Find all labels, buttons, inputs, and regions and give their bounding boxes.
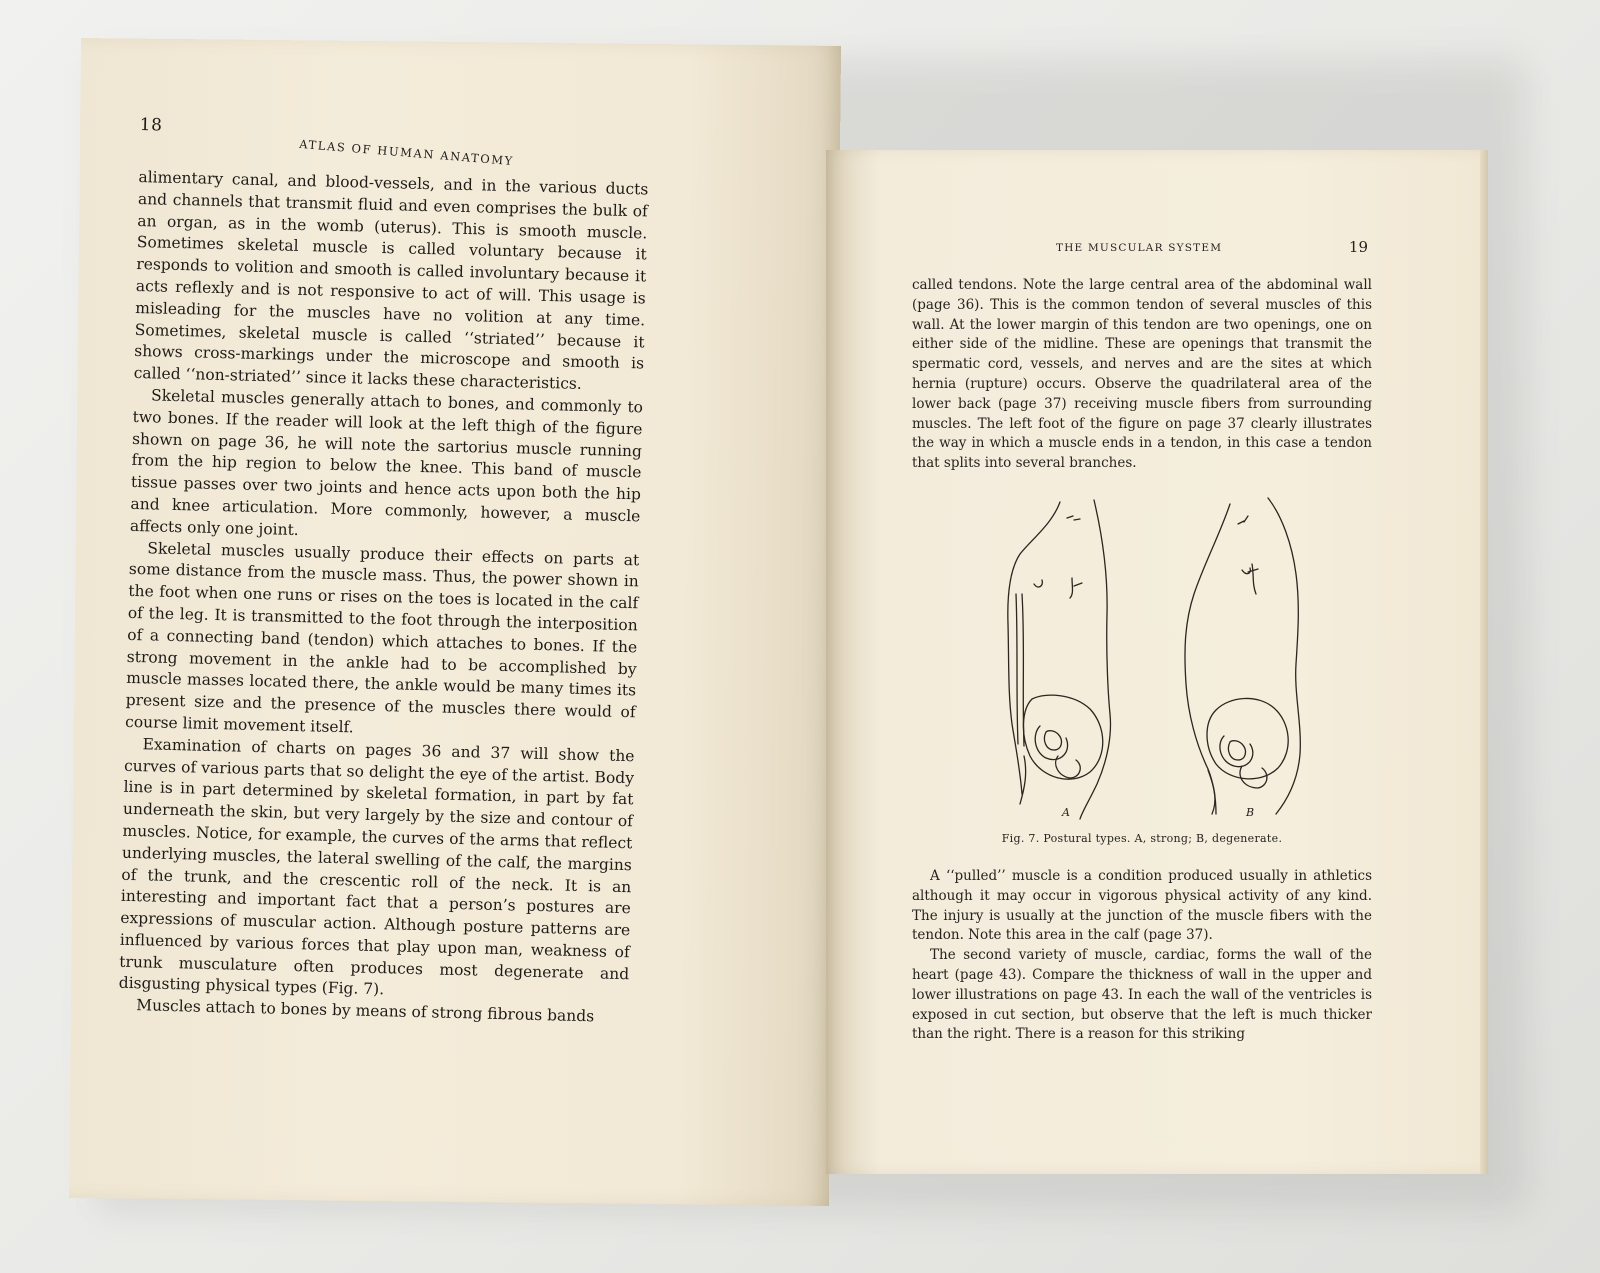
figure-label-a: A	[1062, 805, 1070, 819]
figure-label-b: B	[1246, 805, 1255, 819]
left-paragraph-3: Skeletal muscles usually produce their effects on parts at some distance from the muscle mass. Thus, the power shown in the foot when one runs or rises on the toes is located in the calf of the leg. It is transmitted to the foot through the interposition of a connecting band (tendon) which attaches to bones. If the strong movement in the ankle had to be accomplished by muscle masses located there, the ankle would be many times its present size and the presence of the muscles there would of course limit movement itself.	[124, 538, 640, 737]
left-paragraph-4: Examination of charts on pages 36 and 37 will show the curves of various parts that so delight the eye of the artist. Body line is in part determined by skeletal formation, in part by fat underneath the skin, but very largely by the size and contour of muscles. Notice, for example, the curves of the arms that reflect underlying muscles, the lateral swelling of the calf, the margins of the trunk, and the crescentic roll of the neck. It is an interesting and important fact that a person’s postures are expressions of muscular action. Although posture patterns are influenced by various forces that play upon man, weakness of trunk musculature often produces most degenerate and disgusting physical types (Fig. 7).	[118, 734, 635, 999]
left-paragraph-1: alimentary canal, and blood-vessels, and in the various ducts and channels that transmit fluid and even comprises the bulk of an organ, as in the womb (uterus). This is smooth muscle. Sometimes skeletal muscle is called voluntary because it responds to volition and smooth is called involuntary because it acts reflexly and is not responsive to act of will. This usage is misleading for the muscles have no volition at any time. Sometimes, skeletal muscle is called ‘‘striated’’ because it shows cross-markings under the microscope and smooth is called ‘‘non-striated’’ since it lacks these characteristics.	[133, 167, 649, 394]
left-header-title: ATLAS OF HUMAN ANATOMY	[298, 136, 515, 169]
right-page-content	[912, 238, 1372, 1045]
right-body-text-top	[912, 276, 1372, 474]
right-running-head	[912, 238, 1372, 276]
right-page-edge	[1480, 150, 1488, 1174]
right-header-title: THE MUSCULAR SYSTEM	[1056, 242, 1223, 254]
posture-illustration	[912, 494, 1372, 824]
figure-a-outline	[1008, 500, 1111, 819]
left-paragraph-2: Skeletal muscles generally attach to bones, and commonly to two bones. If the reader will look at the left thigh of the figure shown on page 36, he will note the sartorius muscle running from the hip region to below the knee. This band of muscle tissue passes over two joints and hence acts upon both the hip and knee articulation. More commonly, however, a muscle affects only one joint.	[129, 386, 644, 539]
right-paragraph-2: A ‘‘pulled’’ muscle is a condition produced usually in athletics although it may occur in vigorous physical activity of any kind. The injury is usually at the junction of the muscle fibers with the tendon. Note this area in the calf (page 37).	[912, 867, 1372, 944]
right-body-text-bottom	[912, 867, 1372, 1045]
left-body-text	[118, 167, 649, 1029]
figure-b-outline	[1185, 498, 1300, 814]
right-paragraph-3: The second variety of muscle, cardiac, forms the wall of the heart (page 43). Compare the thickness of wall in the upper and lower illustrations on page 43. In each the wall of the ventricles is exposed in cut section, but observe that the left is much thicker than the right. There is a reason for this striking	[912, 947, 1372, 1043]
figure-7-postural-types	[912, 494, 1372, 824]
left-paragraph-5: Muscles attach to bones by means of strong fibrous bands	[136, 996, 595, 1026]
left-page-content	[118, 115, 650, 1029]
left-page-number: 18	[139, 115, 163, 136]
figure-caption: Fig. 7. Postural types. A, strong; B, degenerate.	[1001, 831, 1283, 845]
right-paragraph-1: called tendons. Note the large central area of the abdominal wall (page 36). This is the common tendon of several muscles of this wall. At the lower margin of this tendon are two openings, one on either side of the midline. These are openings that transmit the spermatic cord, vessels, and nerves and are the sites at which hernia (rupture) occurs. Observe the quadrilateral area of the lower back (page 37) receiving muscle fibers from surrounding muscles. The left foot of the figure on page 37 clearly illustrates the way in which a muscle ends in a tendon, in this case a tendon that splits into several branches.	[912, 277, 1372, 472]
right-page-number: 19	[1348, 238, 1368, 256]
